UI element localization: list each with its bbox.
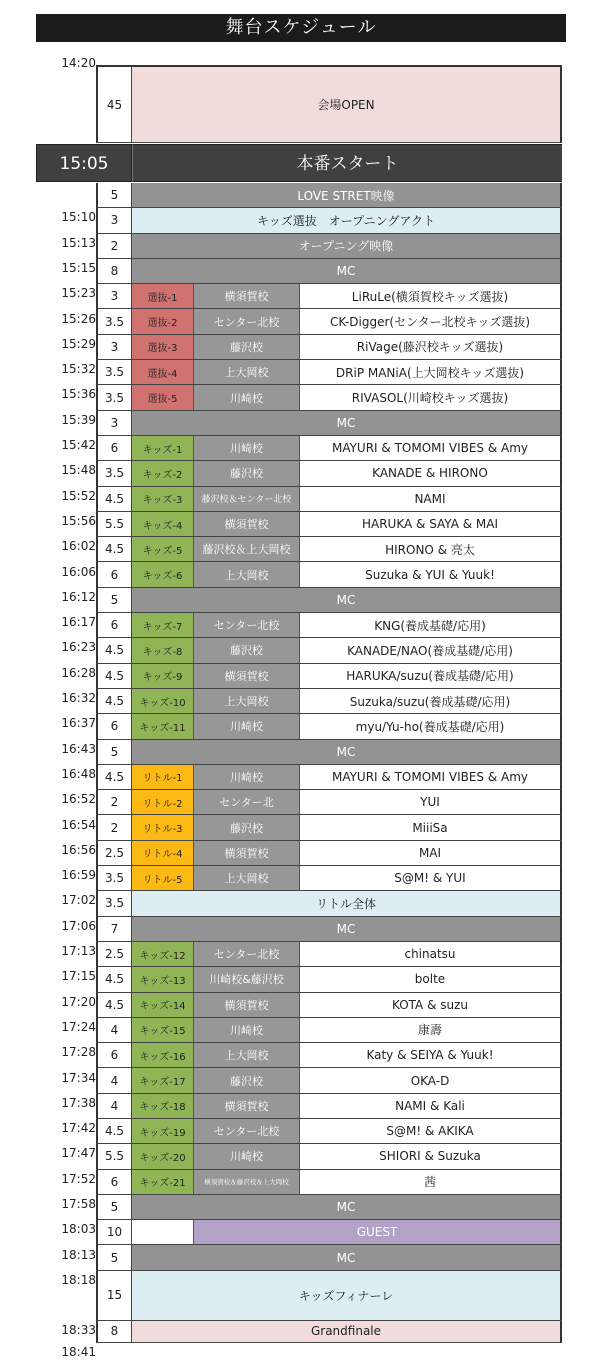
duration-cell: 6	[96, 436, 132, 460]
performer-name: HARUKA & SAYA & MAI	[300, 512, 562, 536]
performer-name: S@M! & AKIKA	[300, 1119, 562, 1143]
duration-cell: 10	[96, 1220, 132, 1244]
act-code: キッズ-13	[132, 967, 194, 991]
school-name: 上大岡校	[194, 866, 300, 890]
time-label: 16:28	[61, 665, 96, 680]
duration-cell: 5	[96, 740, 132, 764]
duration-cell: 4.5	[96, 638, 132, 662]
time-label: 15:39	[61, 412, 96, 427]
schedule-row	[96, 67, 562, 143]
time-label: 16:54	[61, 817, 96, 832]
duration-cell: 4.5	[96, 993, 132, 1017]
school-name: 上大岡校	[194, 1043, 300, 1067]
start-bar	[36, 144, 562, 182]
school-name: センター北	[194, 790, 300, 814]
school-name: 川崎校	[194, 765, 300, 789]
schedule-row	[96, 1195, 562, 1220]
schedule-row	[96, 993, 562, 1018]
time-label: 18:03	[61, 1222, 96, 1237]
duration-cell: 3.5	[96, 309, 132, 333]
duration-cell: 3	[96, 208, 132, 232]
schedule-row	[96, 1018, 562, 1043]
school-name: 横須賀校	[194, 284, 300, 308]
schedule-row	[96, 664, 562, 689]
act-code: 選抜-1	[132, 284, 194, 308]
school-name: 藤沢校	[194, 461, 300, 485]
act-code: リトル-2	[132, 790, 194, 814]
time-label: 15:26	[61, 311, 96, 326]
schedule-row	[96, 891, 562, 916]
schedule-row	[96, 1144, 562, 1169]
performer-name: DRiP MANiA(上大岡校キッズ選抜)	[300, 360, 562, 384]
performer-name: S@M! & YUI	[300, 866, 562, 890]
segment-label: MC	[132, 259, 562, 283]
duration-cell: 6	[96, 714, 132, 738]
schedule-row	[96, 208, 562, 233]
segment-label: Grandfinale	[132, 1321, 562, 1342]
performer-name: MAYURI & TOMOMI VIBES & Amy	[300, 436, 562, 460]
schedule-row	[96, 967, 562, 992]
time-label: 15:10	[61, 210, 96, 225]
act-code: キッズ-20	[132, 1144, 194, 1168]
schedule-row	[96, 487, 562, 512]
duration-cell: 4.5	[96, 487, 132, 511]
performer-name: LiRuLe(横須賀校キッズ選抜)	[300, 284, 562, 308]
schedule-row	[96, 1094, 562, 1119]
performer-name: OKA-D	[300, 1068, 562, 1092]
time-label: 17:06	[61, 918, 96, 933]
performer-name: MAYURI & TOMOMI VIBES & Amy	[300, 765, 562, 789]
schedule-row	[96, 234, 562, 259]
duration-cell: 7	[96, 917, 132, 941]
duration-cell: 4.5	[96, 689, 132, 713]
time-label: 15:13	[61, 235, 96, 250]
schedule-row	[96, 714, 562, 739]
time-label: 15:52	[61, 488, 96, 503]
duration-cell: 45	[96, 67, 132, 142]
duration-cell: 2	[96, 234, 132, 258]
duration-cell: 3.5	[96, 360, 132, 384]
time-label: 17:34	[61, 1070, 96, 1085]
time-label: 17:47	[61, 1146, 96, 1161]
duration-cell: 4	[96, 1094, 132, 1118]
school-name: 川崎校	[194, 436, 300, 460]
performer-name: RiVage(藤沢校キッズ選抜)	[300, 335, 562, 359]
performer-name: HARUKA/suzu(養成基礎/応用)	[300, 664, 562, 688]
segment-label: LOVE STRET映像	[132, 183, 562, 207]
time-label: 16:02	[61, 539, 96, 554]
performer-name: Katy & SEIYA & Yuuk!	[300, 1043, 562, 1067]
performer-name: 茜	[300, 1170, 562, 1194]
time-label: 17:24	[61, 1019, 96, 1034]
schedule-row	[96, 1170, 562, 1195]
time-label: 15:36	[61, 387, 96, 402]
duration-cell: 4.5	[96, 765, 132, 789]
time-label: 18:33	[61, 1322, 96, 1337]
duration-cell: 6	[96, 562, 132, 586]
schedule-row	[96, 1068, 562, 1093]
performer-name: HIRONO & 亮太	[300, 537, 562, 561]
schedule-row	[96, 740, 562, 765]
time-label: 17:38	[61, 1095, 96, 1110]
schedule-row	[96, 183, 562, 208]
schedule-row	[96, 385, 562, 410]
time-label: 15:42	[61, 438, 96, 452]
time-label: 16:48	[61, 766, 96, 781]
time-label: 15:29	[61, 336, 96, 351]
performer-name: MiiiSa	[300, 815, 562, 839]
act-code: キッズ-6	[132, 562, 194, 586]
performer-name: KANADE & HIRONO	[300, 461, 562, 485]
time-label: 16:23	[61, 640, 96, 655]
duration-cell: 3.5	[96, 461, 132, 485]
schedule-row	[96, 1321, 562, 1343]
duration-cell: 3.5	[96, 866, 132, 890]
school-name: 川崎校&藤沢校	[194, 967, 300, 991]
duration-cell: 6	[96, 1043, 132, 1067]
performer-name: KANADE/NAO(養成基礎/応用)	[300, 638, 562, 662]
duration-cell: 2	[96, 790, 132, 814]
time-label: 17:20	[61, 994, 96, 1009]
school-name: 横須賀校	[194, 993, 300, 1017]
school-name: センター北校	[194, 613, 300, 637]
performer-name: chinatsu	[300, 942, 562, 966]
time-label: 16:56	[61, 842, 96, 857]
time-label: 16:59	[61, 868, 96, 883]
schedule-row	[96, 512, 562, 537]
performer-name: myu/Yu-ho(養成基礎/応用)	[300, 714, 562, 738]
act-code: キッズ-16	[132, 1043, 194, 1067]
schedule-row	[96, 259, 562, 284]
act-code: キッズ-10	[132, 689, 194, 713]
schedule-row	[96, 613, 562, 638]
start-label: 本番スタート	[132, 144, 562, 182]
start-time: 15:05	[36, 144, 132, 182]
schedule-row	[96, 335, 562, 360]
time-label: 15:56	[61, 513, 96, 528]
performer-name: SHIORI & Suzuka	[300, 1144, 562, 1168]
segment-label: オープニング映像	[132, 234, 562, 258]
duration-cell: 6	[96, 613, 132, 637]
schedule-row	[96, 689, 562, 714]
duration-cell: 5	[96, 588, 132, 612]
schedule-row	[59, 143, 562, 183]
time-label: 15:15	[61, 260, 96, 275]
time-label: 18:18	[61, 1272, 96, 1287]
duration-cell: 4.5	[96, 537, 132, 561]
duration-cell: 8	[96, 1321, 132, 1342]
act-code: 選抜-4	[132, 360, 194, 384]
time-label: 17:15	[61, 969, 96, 984]
act-code: キッズ-17	[132, 1068, 194, 1092]
schedule-row	[96, 588, 562, 613]
duration-cell: 4.5	[96, 1119, 132, 1143]
time-label: 15:48	[61, 463, 96, 478]
time-label: 17:52	[61, 1171, 96, 1186]
duration-cell: 4	[96, 1018, 132, 1042]
time-label: 15:32	[61, 362, 96, 377]
time-label: 16:12	[61, 589, 96, 604]
time-label: 18:41	[61, 1344, 96, 1359]
time-label: 17:13	[61, 944, 96, 958]
act-code: キッズ-14	[132, 993, 194, 1017]
act-code: キッズ-4	[132, 512, 194, 536]
time-label: 17:28	[61, 1045, 96, 1060]
performer-name: 康壽	[300, 1018, 562, 1042]
school-name: 横須賀校	[194, 841, 300, 865]
school-name: センター北校	[194, 309, 300, 333]
act-code: キッズ-5	[132, 537, 194, 561]
performer-name: YUI	[300, 790, 562, 814]
duration-cell: 5	[96, 1195, 132, 1219]
schedule-row	[96, 537, 562, 562]
duration-cell: 5	[96, 1245, 132, 1269]
time-label: 16:43	[61, 741, 96, 756]
duration-cell: 2.5	[96, 942, 132, 966]
schedule-row	[96, 309, 562, 334]
act-code: キッズ-12	[132, 942, 194, 966]
school-name: 横須賀校	[194, 664, 300, 688]
duration-cell: 4.5	[96, 664, 132, 688]
segment-label: MC	[132, 917, 562, 941]
performer-name: bolte	[300, 967, 562, 991]
schedule-row	[96, 1220, 562, 1245]
segment-label: MC	[132, 411, 562, 435]
segment-label: キッズフィナーレ	[132, 1271, 562, 1320]
blank-cell	[132, 1220, 194, 1244]
school-name: 横須賀校＆藤沢校＆上大岡校	[194, 1170, 300, 1194]
school-name: 藤沢校	[194, 815, 300, 839]
act-code: 選抜-2	[132, 309, 194, 333]
school-name: 川崎校	[194, 385, 300, 409]
schedule-row	[96, 841, 562, 866]
page-title: 舞台スケジュール	[36, 14, 566, 42]
school-name: 上大岡校	[194, 360, 300, 384]
schedule-row	[96, 436, 562, 461]
duration-cell: 5.5	[96, 1144, 132, 1168]
duration-cell: 2.5	[96, 841, 132, 865]
time-label: 17:42	[61, 1121, 96, 1136]
schedule-row	[96, 638, 562, 663]
segment-label: MC	[132, 588, 562, 612]
time-label: 17:02	[61, 893, 96, 908]
act-code: リトル-3	[132, 815, 194, 839]
act-code: キッズ-15	[132, 1018, 194, 1042]
performer-name: Suzuka & YUI & Yuuk!	[300, 562, 562, 586]
school-name: センター北校	[194, 942, 300, 966]
time-label: 16:06	[61, 564, 96, 579]
performer-name: MAI	[300, 841, 562, 865]
time-label: 16:52	[61, 792, 96, 807]
segment-label: MC	[132, 1195, 562, 1219]
schedule-row	[96, 815, 562, 840]
duration-cell: 6	[96, 1170, 132, 1194]
schedule-row	[96, 1119, 562, 1144]
act-code: リトル-5	[132, 866, 194, 890]
school-name: 上大岡校	[194, 689, 300, 713]
performer-name: Suzuka/suzu(養成基礎/応用)	[300, 689, 562, 713]
school-name: 藤沢校	[194, 1068, 300, 1092]
schedule-row	[96, 917, 562, 942]
performer-name: CK-Digger(センター北校キッズ選抜)	[300, 309, 562, 333]
duration-cell: 4.5	[96, 967, 132, 991]
time-label: 14:20	[61, 56, 96, 70]
school-name: センター北校	[194, 1119, 300, 1143]
duration-cell: 5.5	[96, 512, 132, 536]
act-code: 選抜-3	[132, 335, 194, 359]
act-code: キッズ-18	[132, 1094, 194, 1118]
duration-cell: 5	[96, 183, 132, 207]
school-name: 藤沢校	[194, 638, 300, 662]
segment-label: 会場OPEN	[132, 67, 562, 142]
performer-name: RIVASOL(川崎校キッズ選抜)	[300, 385, 562, 409]
duration-cell: 3.5	[96, 891, 132, 915]
duration-cell: 3.5	[96, 385, 132, 409]
act-code: リトル-4	[132, 841, 194, 865]
act-code: キッズ-11	[132, 714, 194, 738]
act-code: キッズ-7	[132, 613, 194, 637]
act-code: キッズ-9	[132, 664, 194, 688]
schedule-row	[96, 765, 562, 790]
act-code: キッズ-21	[132, 1170, 194, 1194]
act-code: リトル-1	[132, 765, 194, 789]
act-code: キッズ-2	[132, 461, 194, 485]
school-name: 川崎校	[194, 1144, 300, 1168]
time-label: 18:13	[61, 1247, 96, 1262]
school-name: 川崎校	[194, 1018, 300, 1042]
time-column	[0, 0, 96, 1365]
school-name: 上大岡校	[194, 562, 300, 586]
time-label: 17:58	[61, 1197, 96, 1211]
time-label: 16:17	[61, 615, 96, 630]
performer-name: KOTA & suzu	[300, 993, 562, 1017]
school-name: 藤沢校＆上大岡校	[194, 537, 300, 561]
segment-label: MC	[132, 1245, 562, 1269]
act-code: 選抜-5	[132, 385, 194, 409]
schedule-row	[96, 360, 562, 385]
duration-cell: 15	[96, 1271, 132, 1320]
school-name: 横須賀校	[194, 512, 300, 536]
act-code: キッズ-3	[132, 487, 194, 511]
schedule-row	[96, 562, 562, 587]
act-code: キッズ-19	[132, 1119, 194, 1143]
school-name: 藤沢校	[194, 335, 300, 359]
time-label: 16:37	[61, 716, 96, 731]
school-name: 横須賀校	[194, 1094, 300, 1118]
guest-label: GUEST	[194, 1220, 562, 1244]
schedule-row	[96, 1245, 562, 1270]
duration-cell: 3	[96, 335, 132, 359]
schedule-row	[96, 790, 562, 815]
schedule-row	[96, 1271, 562, 1321]
act-code: キッズ-1	[132, 436, 194, 460]
time-label: 16:32	[61, 691, 96, 705]
duration-cell: 4	[96, 1068, 132, 1092]
duration-cell: 3	[96, 284, 132, 308]
performer-name: NAMI & Kali	[300, 1094, 562, 1118]
school-name: 藤沢校＆センター北校	[194, 487, 300, 511]
act-code: キッズ-8	[132, 638, 194, 662]
school-name: 川崎校	[194, 714, 300, 738]
performer-name: KNG(養成基礎/応用)	[300, 613, 562, 637]
schedule-row	[96, 942, 562, 967]
schedule-row	[96, 866, 562, 891]
time-label: 15:23	[61, 286, 96, 301]
segment-label: キッズ選抜 オープニングアクト	[132, 208, 562, 232]
schedule-row	[96, 461, 562, 486]
segment-label: MC	[132, 740, 562, 764]
schedule-row	[96, 284, 562, 309]
performer-name: NAMI	[300, 487, 562, 511]
duration-cell: 3	[96, 411, 132, 435]
duration-cell: 2	[96, 815, 132, 839]
duration-cell: 8	[96, 259, 132, 283]
schedule-row	[96, 1043, 562, 1068]
segment-label: リトル全体	[132, 891, 562, 915]
schedule-row	[96, 411, 562, 436]
